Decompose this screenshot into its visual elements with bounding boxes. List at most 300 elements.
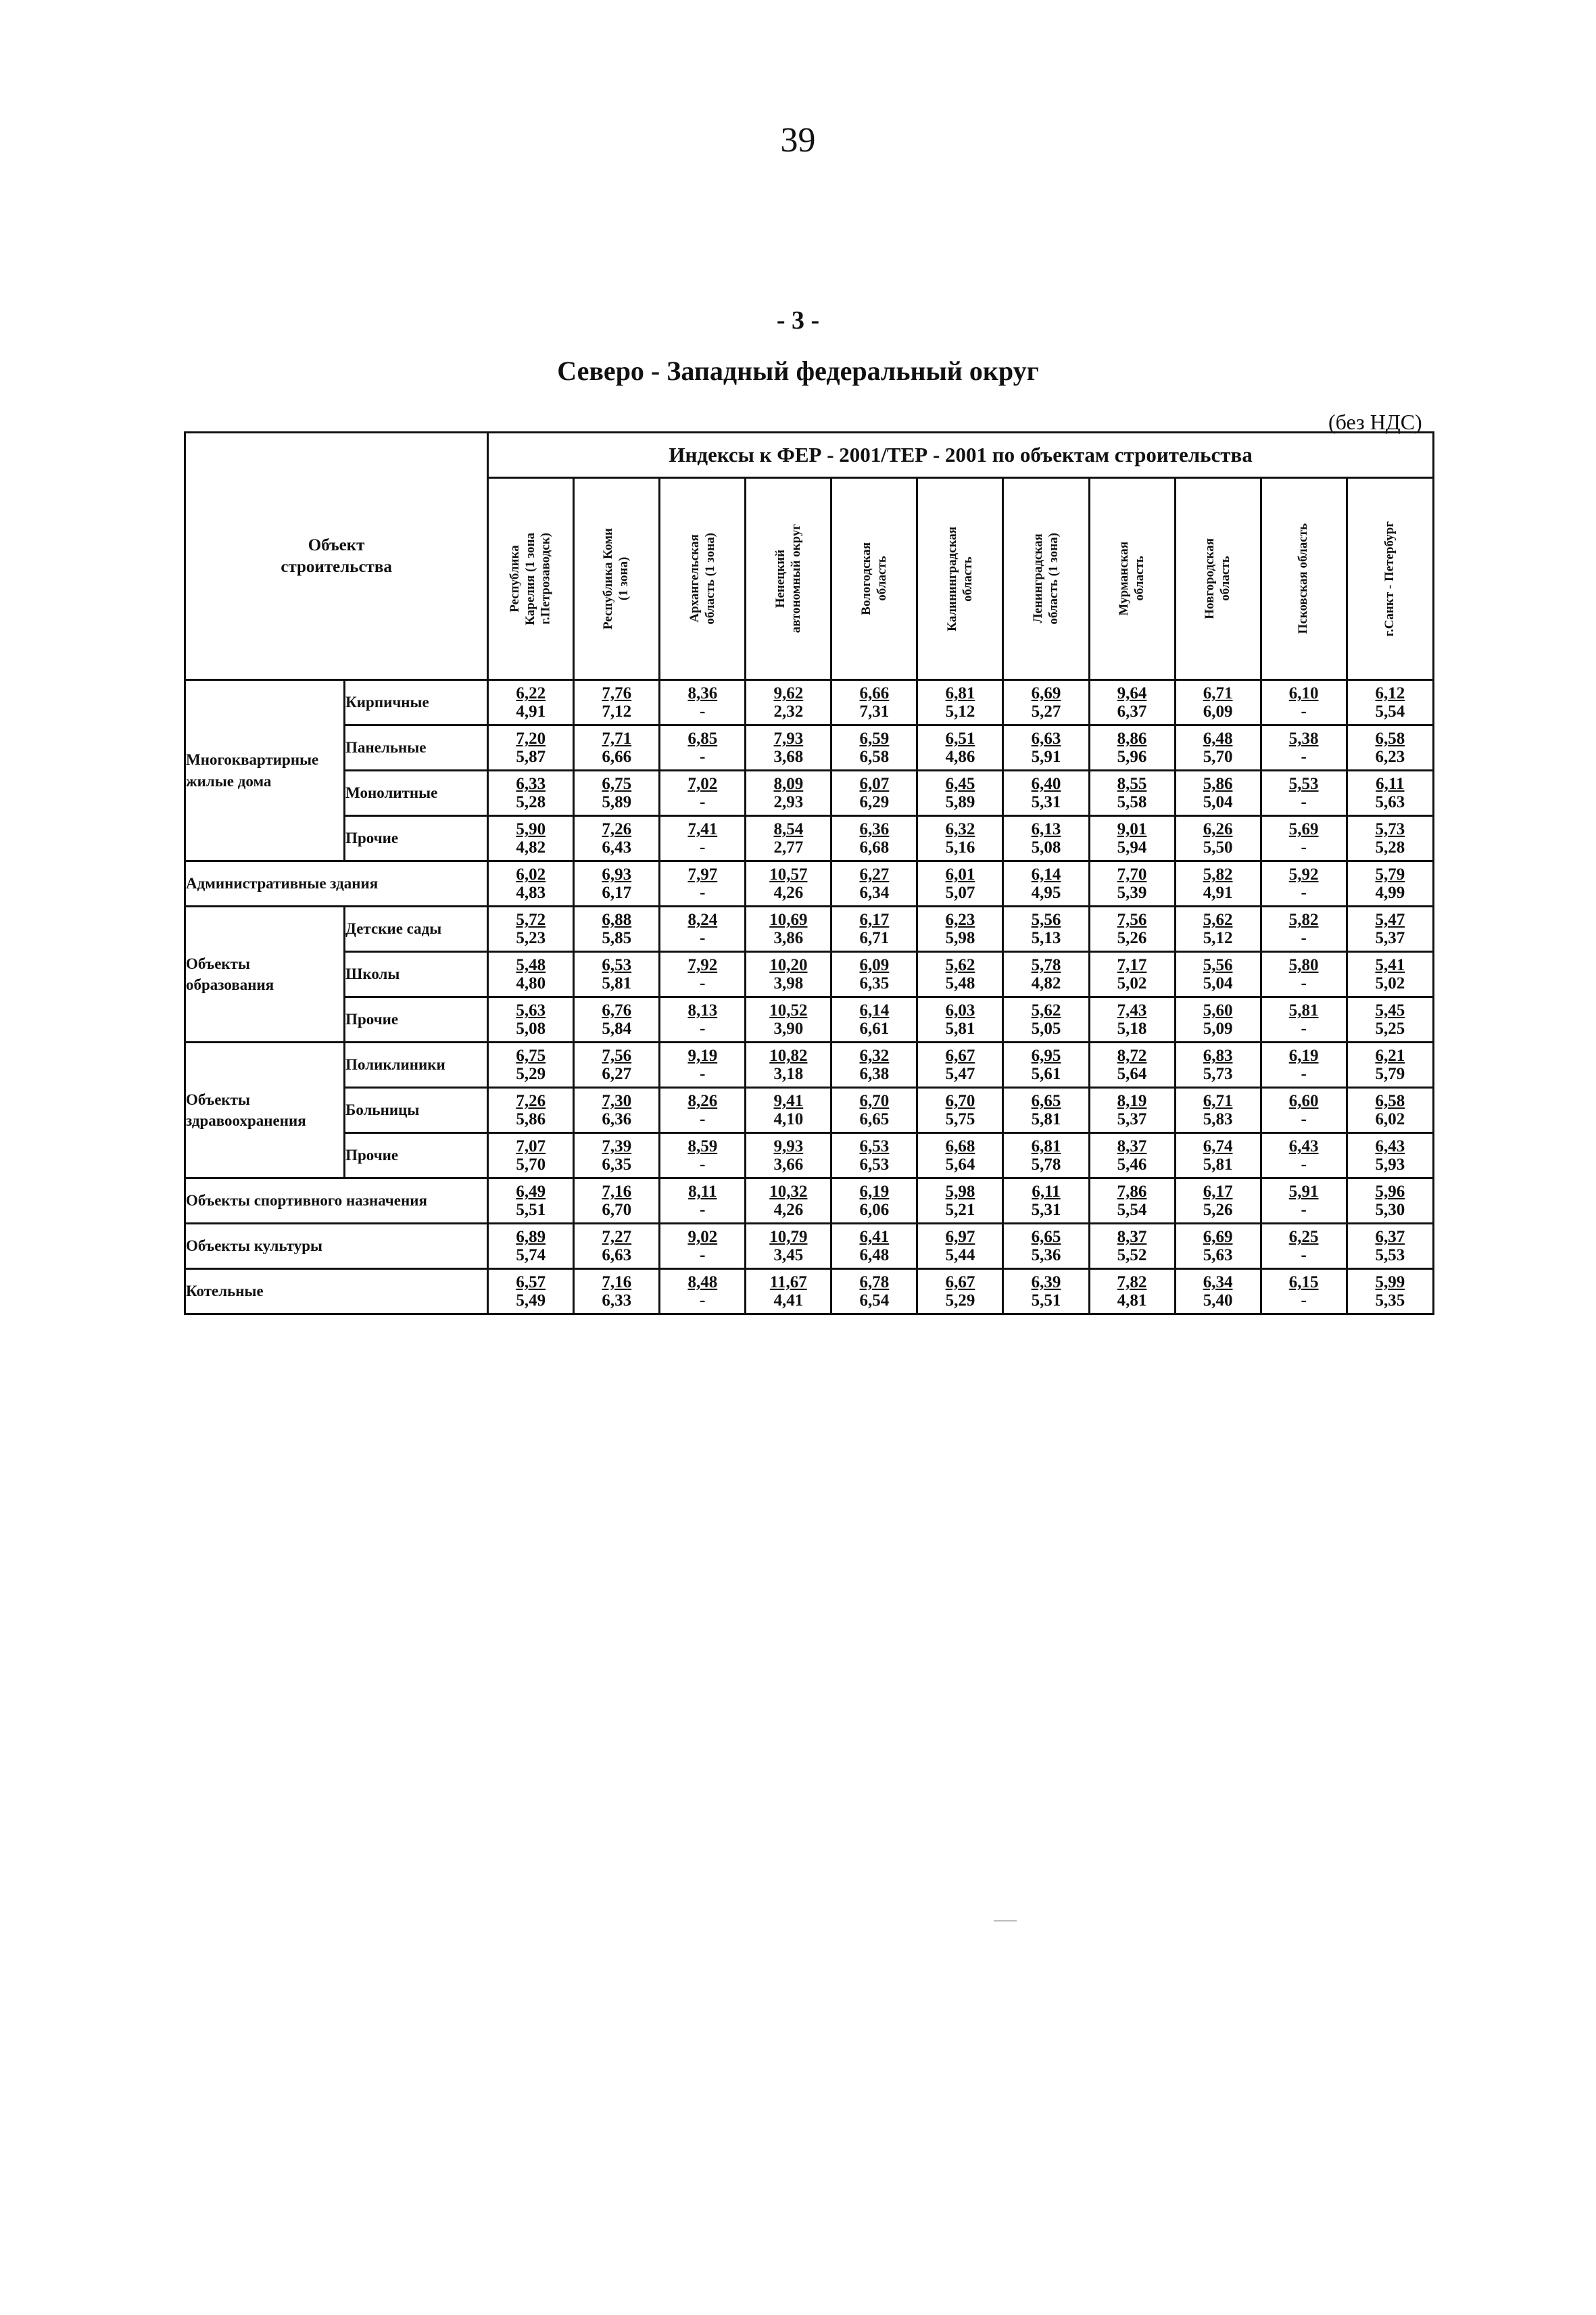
value-cell — [1347, 952, 1433, 997]
value-cell — [917, 861, 1003, 907]
value-cell — [1089, 771, 1175, 816]
object-sub-label: Детские сады — [345, 907, 488, 952]
value-bottom: 5,29 — [945, 1291, 975, 1310]
value-bottom: 3,86 — [773, 929, 804, 947]
value-bottom: 6,27 — [602, 1065, 632, 1083]
value-bottom: 6,61 — [859, 1020, 890, 1038]
value-bottom: - — [1301, 1020, 1307, 1038]
value-bottom: 3,66 — [773, 1155, 804, 1174]
table-row — [185, 1178, 1434, 1224]
value-cell — [488, 1088, 574, 1133]
value-top: 6,58 — [1375, 730, 1405, 748]
value-cell — [1003, 1178, 1089, 1224]
value-top: 6,19 — [859, 1183, 890, 1201]
value-bottom: 5,81 — [1203, 1155, 1233, 1174]
value-top: 6,27 — [859, 865, 890, 884]
value-cell — [1175, 1224, 1261, 1269]
value-top: 7,56 — [602, 1047, 632, 1065]
value-top: 7,26 — [516, 1092, 546, 1110]
object-group-label — [185, 1043, 345, 1178]
value-top: 6,15 — [1288, 1273, 1319, 1291]
value-top: 5,47 — [1375, 911, 1405, 929]
table-row — [185, 680, 1434, 725]
value-top: 6,85 — [687, 730, 718, 748]
value-bottom: - — [1301, 1065, 1307, 1083]
value-cell — [1347, 907, 1433, 952]
value-top: 6,41 — [859, 1228, 890, 1246]
value-bottom: 5,12 — [945, 702, 975, 721]
value-cell — [917, 997, 1003, 1043]
value-cell — [1261, 771, 1347, 816]
value-top: 6,02 — [516, 865, 546, 884]
value-top: 6,33 — [516, 775, 546, 793]
value-cell — [1175, 1133, 1261, 1178]
value-bottom: 5,61 — [1031, 1065, 1061, 1083]
region-name-line: Республика — [508, 545, 523, 613]
value-cell — [488, 680, 574, 725]
value-bottom: 5,63 — [1375, 793, 1405, 811]
value-cell — [1175, 725, 1261, 771]
value-top: 5,62 — [945, 956, 975, 974]
table-row — [185, 1133, 1434, 1178]
value-top: 6,32 — [945, 820, 975, 838]
value-cell — [488, 1043, 574, 1088]
value-bottom: 6,68 — [859, 838, 890, 857]
value-bottom: 4,83 — [516, 884, 546, 902]
value-top: 6,69 — [1203, 1228, 1233, 1246]
value-cell — [1003, 952, 1089, 997]
region-name-line: г.Петрозаводск) — [538, 533, 553, 625]
value-cell — [1261, 816, 1347, 861]
region-name — [1382, 521, 1398, 637]
value-bottom: 6,65 — [859, 1110, 890, 1128]
value-cell — [831, 907, 917, 952]
value-top: 9,01 — [1117, 820, 1147, 838]
value-cell — [1175, 1269, 1261, 1314]
value-cell — [1347, 680, 1433, 725]
value-top: 6,65 — [1031, 1228, 1061, 1246]
value-bottom: 5,37 — [1117, 1110, 1147, 1128]
value-cell — [1175, 1088, 1261, 1133]
region-name-line: Мурманская — [1116, 542, 1131, 616]
value-bottom: 4,26 — [773, 1201, 804, 1219]
value-cell — [917, 1043, 1003, 1088]
value-cell — [1003, 907, 1089, 952]
value-cell — [1089, 816, 1175, 861]
value-bottom: 5,94 — [1117, 838, 1147, 857]
value-cell — [1003, 771, 1089, 816]
value-top: 7,97 — [687, 865, 718, 884]
value-cell — [1175, 1178, 1261, 1224]
region-name-line: Ненецкий — [773, 549, 788, 608]
region-name — [601, 528, 632, 629]
object-sub-label: Поликлиники — [345, 1043, 488, 1088]
value-bottom: - — [1301, 793, 1307, 811]
value-bottom: 5,13 — [1031, 929, 1061, 947]
table-body — [185, 680, 1434, 1314]
value-top: 6,49 — [516, 1183, 546, 1201]
region-name-line: Псковская область — [1296, 523, 1311, 634]
object-group-label-line: жилые дома — [186, 772, 272, 790]
value-bottom: 6,53 — [859, 1155, 890, 1174]
value-cell — [1347, 1178, 1433, 1224]
value-top: 5,62 — [1203, 911, 1233, 929]
value-cell — [917, 1133, 1003, 1178]
value-top: 7,92 — [687, 956, 718, 974]
value-bottom: 4,86 — [945, 748, 975, 766]
value-top: 10,20 — [769, 956, 808, 974]
object-group-label-line: Объекты — [186, 1091, 250, 1108]
value-bottom: 5,39 — [1117, 884, 1147, 902]
value-top: 6,78 — [859, 1273, 890, 1291]
region-name-line: Новгородская — [1202, 538, 1217, 619]
value-cell — [1175, 771, 1261, 816]
value-cell — [917, 680, 1003, 725]
value-top: 6,83 — [1203, 1047, 1233, 1065]
region-name-line: Архангельская — [687, 534, 702, 623]
region-header-cell — [1347, 478, 1433, 680]
value-cell — [1347, 1133, 1433, 1178]
value-bottom: 6,36 — [602, 1110, 632, 1128]
region-name-line: Республика Коми — [601, 527, 616, 630]
value-top: 8,72 — [1117, 1047, 1147, 1065]
value-bottom: - — [700, 1201, 706, 1219]
value-top: 6,81 — [945, 684, 975, 702]
value-top: 5,69 — [1288, 820, 1319, 838]
value-top: 6,69 — [1031, 684, 1061, 702]
value-bottom: 6,34 — [859, 884, 890, 902]
value-cell — [1003, 680, 1089, 725]
value-cell — [917, 1224, 1003, 1269]
value-bottom: 5,47 — [945, 1065, 975, 1083]
region-header-cell — [831, 478, 917, 680]
value-top: 5,98 — [945, 1183, 975, 1201]
value-cell — [917, 816, 1003, 861]
value-cell — [917, 1178, 1003, 1224]
value-top: 5,48 — [516, 956, 546, 974]
value-cell — [488, 1224, 574, 1269]
value-top: 7,93 — [773, 730, 804, 748]
value-bottom: 6,71 — [859, 929, 890, 947]
value-cell — [831, 952, 917, 997]
region-name — [945, 527, 976, 631]
value-cell — [1089, 725, 1175, 771]
value-bottom: 4,80 — [516, 974, 546, 993]
region-name — [1296, 523, 1311, 634]
value-top: 6,75 — [516, 1047, 546, 1065]
value-cell — [831, 1269, 917, 1314]
value-top: 5,73 — [1375, 820, 1405, 838]
value-top: 6,23 — [945, 911, 975, 929]
value-bottom: 6,29 — [859, 793, 890, 811]
value-top: 8,54 — [773, 820, 804, 838]
object-sub-label: Монолитные — [345, 771, 488, 816]
value-bottom: 5,86 — [516, 1110, 546, 1128]
value-top: 9,93 — [773, 1137, 804, 1155]
value-bottom: 5,75 — [945, 1110, 975, 1128]
object-label: Объекты культуры — [185, 1224, 488, 1269]
value-bottom: 5,46 — [1117, 1155, 1147, 1174]
value-bottom: - — [1301, 748, 1307, 766]
value-cell — [574, 771, 660, 816]
value-bottom: - — [700, 748, 706, 766]
value-bottom: 5,51 — [1031, 1291, 1061, 1310]
value-bottom: 5,05 — [1031, 1020, 1061, 1038]
value-cell — [746, 771, 831, 816]
value-top: 10,57 — [769, 865, 808, 884]
value-cell — [746, 1269, 831, 1314]
value-top: 6,09 — [859, 956, 890, 974]
value-cell — [660, 1269, 746, 1314]
value-top: 8,59 — [687, 1137, 718, 1155]
value-top: 6,34 — [1203, 1273, 1233, 1291]
value-top: 6,95 — [1031, 1047, 1061, 1065]
value-bottom: 5,89 — [602, 793, 632, 811]
value-cell — [1261, 1133, 1347, 1178]
value-top: 6,13 — [1031, 820, 1061, 838]
value-bottom: 5,83 — [1203, 1110, 1233, 1128]
value-top: 6,19 — [1288, 1047, 1319, 1065]
value-bottom: 5,74 — [516, 1246, 546, 1264]
value-cell — [917, 1269, 1003, 1314]
value-cell — [1261, 952, 1347, 997]
value-cell — [1003, 816, 1089, 861]
value-top: 6,71 — [1203, 684, 1233, 702]
value-cell — [660, 1088, 746, 1133]
value-top: 6,14 — [859, 1001, 890, 1020]
region-name — [687, 533, 719, 625]
value-cell — [746, 1043, 831, 1088]
value-cell — [660, 680, 746, 725]
value-top: 6,57 — [516, 1273, 546, 1291]
value-cell — [1089, 861, 1175, 907]
value-top: 5,72 — [516, 911, 546, 929]
value-cell — [1089, 952, 1175, 997]
region-name — [773, 524, 804, 633]
value-bottom: 5,63 — [1203, 1246, 1233, 1264]
value-cell — [917, 725, 1003, 771]
value-bottom: 5,04 — [1203, 974, 1233, 993]
value-cell — [831, 1224, 917, 1269]
value-top: 7,71 — [602, 730, 632, 748]
region-name-line: Карелия (1 зона — [523, 532, 537, 625]
value-bottom: 5,53 — [1375, 1246, 1405, 1264]
value-cell — [831, 861, 917, 907]
value-bottom: - — [700, 1110, 706, 1128]
page-number: 39 — [780, 121, 816, 160]
value-cell — [1261, 861, 1347, 907]
value-bottom: 5,87 — [516, 748, 546, 766]
value-bottom: 3,18 — [773, 1065, 804, 1083]
value-bottom: 5,93 — [1375, 1155, 1405, 1174]
value-bottom: 6,58 — [859, 748, 890, 766]
region-name-line: г.Санкт - Петербург — [1382, 521, 1397, 637]
value-top: 5,82 — [1288, 911, 1319, 929]
value-top: 9,19 — [687, 1047, 718, 1065]
value-bottom: - — [700, 974, 706, 993]
value-top: 8,09 — [773, 775, 804, 793]
region-name-line: Вологодская — [859, 542, 873, 615]
value-cell — [1003, 1043, 1089, 1088]
value-cell — [1261, 1224, 1347, 1269]
value-cell — [1261, 907, 1347, 952]
value-top: 7,43 — [1117, 1001, 1147, 1020]
value-top: 7,41 — [687, 820, 718, 838]
value-top: 7,27 — [602, 1228, 632, 1246]
value-cell — [746, 816, 831, 861]
value-top: 6,74 — [1203, 1137, 1233, 1155]
value-top: 8,26 — [687, 1092, 718, 1110]
value-bottom: 5,02 — [1375, 974, 1405, 993]
value-bottom: 5,73 — [1203, 1065, 1233, 1083]
value-cell — [746, 952, 831, 997]
value-top: 7,02 — [687, 775, 718, 793]
value-top: 6,88 — [602, 911, 632, 929]
value-top: 5,81 — [1288, 1001, 1319, 1020]
value-bottom: 5,18 — [1117, 1020, 1147, 1038]
value-bottom: - — [1301, 974, 1307, 993]
value-top: 6,01 — [945, 865, 975, 884]
value-bottom: - — [1301, 838, 1307, 857]
value-cell — [488, 952, 574, 997]
value-bottom: - — [1301, 702, 1307, 721]
value-bottom: 5,31 — [1031, 793, 1061, 811]
region-header-cell — [1003, 478, 1089, 680]
value-top: 5,91 — [1288, 1183, 1319, 1201]
region-header-cell — [660, 478, 746, 680]
value-cell — [488, 816, 574, 861]
value-cell — [1347, 816, 1433, 861]
value-top: 6,26 — [1203, 820, 1233, 838]
value-bottom: 5,91 — [1031, 748, 1061, 766]
value-bottom: - — [700, 838, 706, 857]
value-bottom: 2,77 — [773, 838, 804, 857]
value-bottom: 5,70 — [516, 1155, 546, 1174]
value-bottom: 5,50 — [1203, 838, 1233, 857]
value-top: 6,40 — [1031, 775, 1061, 793]
value-cell — [746, 1088, 831, 1133]
value-cell — [831, 1088, 917, 1133]
value-cell — [488, 771, 574, 816]
value-bottom: 5,09 — [1203, 1020, 1233, 1038]
value-cell — [831, 1133, 917, 1178]
region-name — [1203, 538, 1234, 619]
value-bottom: 5,26 — [1117, 929, 1147, 947]
value-bottom: 6,35 — [859, 974, 890, 993]
value-top: 6,70 — [859, 1092, 890, 1110]
value-top: 7,20 — [516, 730, 546, 748]
value-bottom: 6,43 — [602, 838, 632, 857]
region-name-line: область — [874, 556, 889, 602]
value-cell — [1347, 771, 1433, 816]
value-top: 7,56 — [1117, 911, 1147, 929]
object-sub-label: Школы — [345, 952, 488, 997]
value-top: 6,51 — [945, 730, 975, 748]
value-cell — [1089, 907, 1175, 952]
value-bottom: 5,37 — [1375, 929, 1405, 947]
value-cell — [831, 1043, 917, 1088]
value-bottom: 4,26 — [773, 884, 804, 902]
value-top: 6,53 — [859, 1137, 890, 1155]
value-cell — [574, 907, 660, 952]
region-name-line: Калининградская — [944, 526, 959, 631]
region-header-cell — [1261, 478, 1347, 680]
object-header — [185, 433, 488, 680]
value-top: 6,12 — [1375, 684, 1405, 702]
value-bottom: 6,54 — [859, 1291, 890, 1310]
value-cell — [1089, 1133, 1175, 1178]
value-cell — [1261, 1088, 1347, 1133]
value-bottom: 4,82 — [1031, 974, 1061, 993]
value-cell — [1003, 997, 1089, 1043]
value-bottom: 3,45 — [773, 1246, 804, 1264]
value-cell — [831, 771, 917, 816]
value-bottom: 5,23 — [516, 929, 546, 947]
value-top: 6,07 — [859, 775, 890, 793]
value-cell — [574, 1269, 660, 1314]
value-cell — [1347, 861, 1433, 907]
value-bottom: 5,48 — [945, 974, 975, 993]
object-group-label-line: Объекты — [186, 955, 250, 972]
table-row — [185, 907, 1434, 952]
value-cell — [574, 1133, 660, 1178]
value-top: 6,22 — [516, 684, 546, 702]
value-cell — [831, 1178, 917, 1224]
value-bottom: 5,25 — [1375, 1020, 1405, 1038]
sub-page-number: - 3 - — [776, 306, 820, 335]
value-cell — [831, 816, 917, 861]
value-cell — [1003, 861, 1089, 907]
value-top: 6,71 — [1203, 1092, 1233, 1110]
object-sub-label: Прочие — [345, 997, 488, 1043]
value-cell — [660, 771, 746, 816]
value-top: 6,81 — [1031, 1137, 1061, 1155]
value-bottom: - — [1301, 1246, 1307, 1264]
region-name — [508, 533, 554, 625]
value-top: 6,32 — [859, 1047, 890, 1065]
object-sub-label: Прочие — [345, 816, 488, 861]
value-cell — [1089, 680, 1175, 725]
value-top: 10,82 — [769, 1047, 808, 1065]
value-cell — [831, 997, 917, 1043]
value-bottom: 5,70 — [1203, 748, 1233, 766]
value-bottom: 5,26 — [1203, 1201, 1233, 1219]
value-top: 6,68 — [945, 1137, 975, 1155]
value-cell — [660, 1178, 746, 1224]
value-bottom: 5,35 — [1375, 1291, 1405, 1310]
scan-mark — [994, 1920, 1017, 1922]
value-cell — [917, 952, 1003, 997]
value-top: 5,92 — [1288, 865, 1319, 884]
region-header-cell — [1089, 478, 1175, 680]
value-bottom: 5,96 — [1117, 748, 1147, 766]
value-bottom: 6,23 — [1375, 748, 1405, 766]
value-cell — [660, 1043, 746, 1088]
value-cell — [660, 907, 746, 952]
value-bottom: 3,98 — [773, 974, 804, 993]
value-bottom: - — [700, 1291, 706, 1310]
value-cell — [1089, 1043, 1175, 1088]
value-top: 8,86 — [1117, 730, 1147, 748]
value-top: 6,10 — [1288, 684, 1319, 702]
value-top: 9,62 — [773, 684, 804, 702]
value-bottom: 5,36 — [1031, 1246, 1061, 1264]
value-bottom: 4,41 — [773, 1291, 804, 1310]
value-top: 8,36 — [687, 684, 718, 702]
value-cell — [1175, 907, 1261, 952]
value-top: 5,96 — [1375, 1183, 1405, 1201]
value-bottom: 2,32 — [773, 702, 804, 721]
